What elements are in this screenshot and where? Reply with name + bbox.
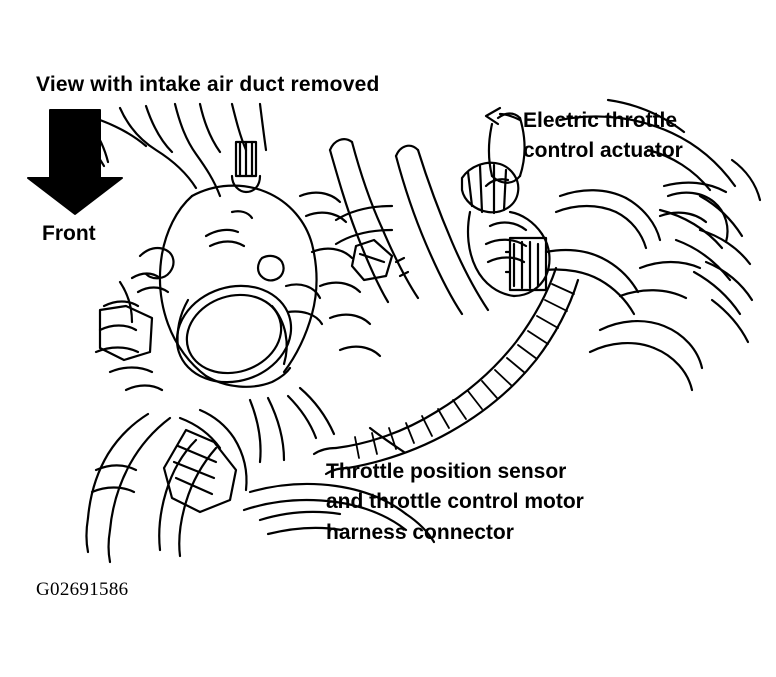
callout-throttle-position-sensor-harness-connector <box>326 457 584 548</box>
callout-harness-line2: and throttle control motor <box>326 490 584 514</box>
callout-actuator-line2: control actuator <box>523 138 683 162</box>
front-direction-label: Front <box>42 222 96 245</box>
callout-electric-throttle-control-actuator <box>523 106 683 166</box>
callout-actuator-line1: Electric throttle <box>523 109 678 132</box>
callout-harness-line3: harness connector <box>326 520 514 544</box>
figure-id-code: G02691586 <box>36 579 129 600</box>
view-title: View with intake air duct removed <box>36 73 380 96</box>
callout-harness-line1: Throttle position sensor <box>326 460 567 483</box>
